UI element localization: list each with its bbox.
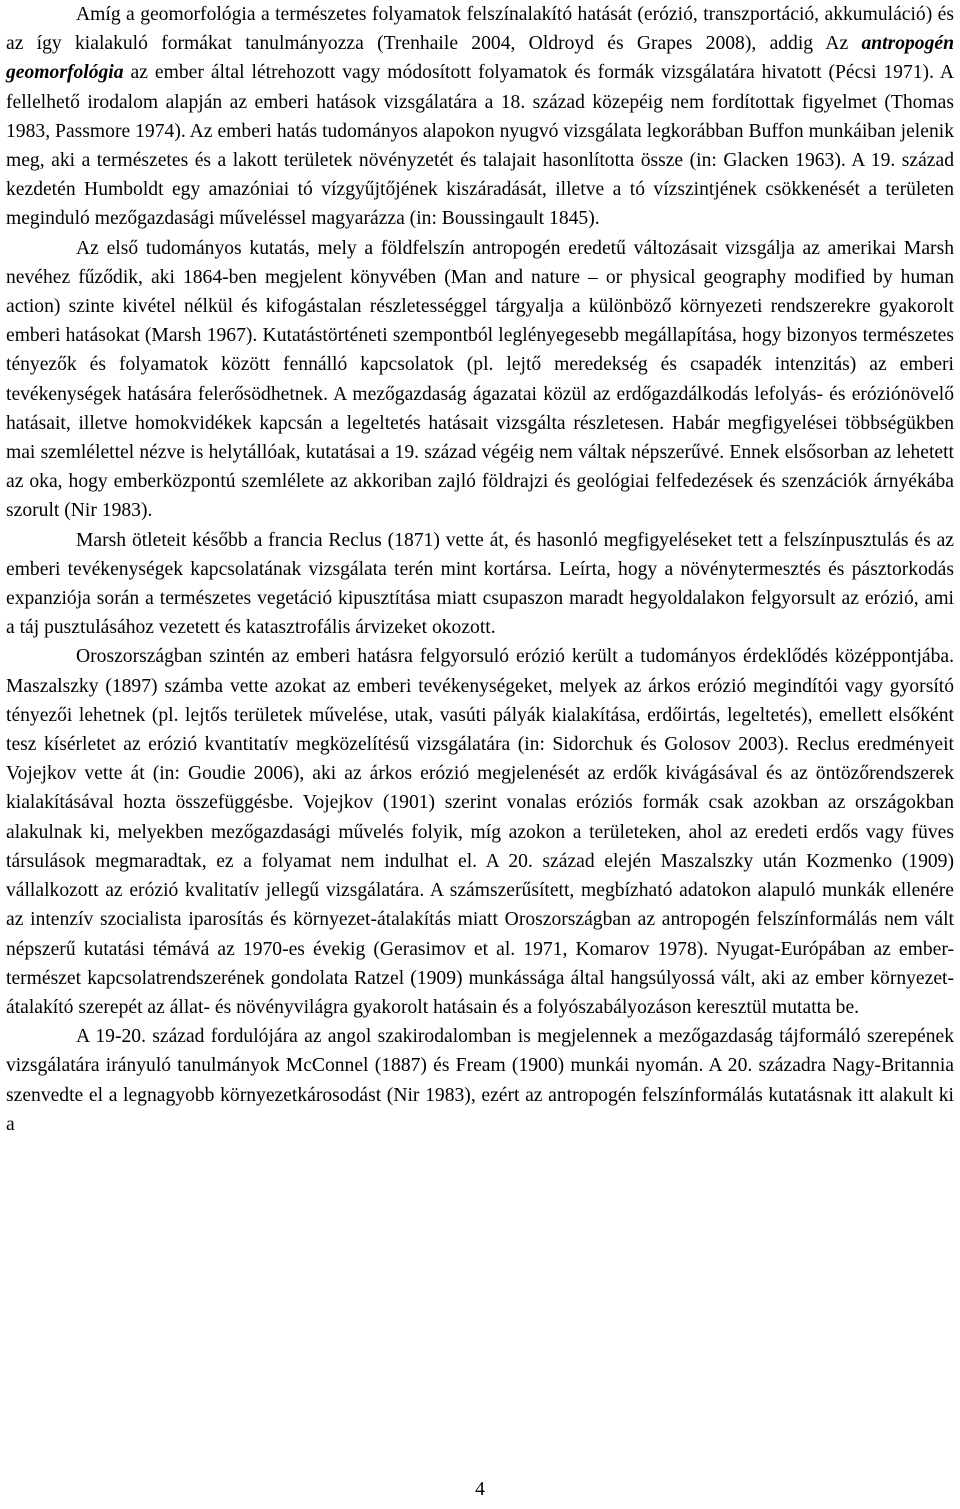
paragraph-2 xyxy=(6,234,954,526)
paragraph-5 xyxy=(6,1022,954,1139)
paragraph-2-text: Az első tudományos kutatás, mely a földfelszín antropogén eredetű változásait vizsgálja az amerikai Marsh nevéhez fűződik, aki 1864-ben megjelent könyvében (Man and nature – or physical geography modified by human action) szinte kivétel nélkül és kifogástalan részletességgel tárgyalja a különböző környezeti rendszerekre gyakorolt emberi hatásokat (Marsh 1967). Kutatástörténeti szempontból leglényegesebb megállapítása, hogy bizonyos természetes tényezők és folyamatok között fennálló kapcsolatok (pl. lejtő meredekség és csapadék intenzitás) az emberi tevékenységek hatására felerősödhetnek. A mezőgazdaság ágazatai közül az erdőgazdálkodás lefolyás- és eróziónövelő hatásait, illetve homokvidékek kapcsán a legeltetés hatásait vizsgálta részletesen. Habár megfigyelései többségükben mai szemlélettel nézve is helytállóak, kutatásai a 19. század végéig nem váltak népszerűvé. Ennek elsősorban az lehetett az oka, hogy emberközpontú szemlélete az akkoriban zajló földrajzi és geológiai felfedezések és szenzációk árnyékába szorult (Nir 1983). xyxy=(6,237,954,522)
page-number: 4 xyxy=(475,1479,485,1500)
paragraph-5-text: A 19-20. század fordulójára az angol szakirodalomban is megjelennek a mezőgazdaság tájformáló szerepének vizsgálatára irányuló tanulmányok McConnel (1887) és Fream (1900) munkái nyomán. A 20. századra Nagy-Britannia szenvedte el a legnagyobb környezetkárosodást (Nir 1983), ezért az antropogén felszínformálás kutatásnak itt alakult ki a xyxy=(6,1026,954,1135)
paragraph-4 xyxy=(6,642,954,1022)
paragraph-4-text: Oroszországban szintén az emberi hatásra felgyorsuló erózió került a tudományos érdeklődés középpontjába. Maszalszky (1897) számba vette azokat az emberi tevékenységeket, melyek az árkos erózió megindítói vagy gyorsító tényezői lehetnek (pl. lejtős területek művelése, utak, vasúti pályák kialakítása, erdőirtás, legeltetés), emellett elsőként tesz kísérletet az erózió kvantitatív megközelítésű vizsgálatára (in: Sidorchuk és Golosov 2003). Reclus eredményeit Vojejkov vette át (in: Goudie 2006), aki az árkos erózió megjelenését az erdők kivágásával és az öntözőrendszerek kialakításával hozta összefüggésbe. Vojejkov (1901) szerint vonalas eróziós formák csak azokban az országokban alakulnak ki, melyekben mezőgazdasági művelés folyik, míg azokon a területeken, ahol az eredeti erdős vagy füves társulások megmaradtak, ez a folyamat nem indulhat el. A 20. század elején Maszalszky után Kozmenko (1909) vállalkozott az erózió kvalitatív jellegű vizsgálatára. A számszerűsített, megbízható adatokon alapuló munkák ellenére az intenzív szocialista iparosítás és környezet-átalakítás miatt Oroszországban az antropogén felszínformálás nem vált népszerű kutatási témává az 1970-es évekig (Gerasimov et al. 1971, Komarov 1978). Nyugat-Európában az ember-természet kapcsolatrendszerének gondolata Ratzel (1909) munkássága által hangsúlyossá vált, aki az ember környezet-átalakító szerepét az állat- és növényvilágra gyakorolt hatásain és a folyószabályozáson keresztül mutatta be. xyxy=(6,646,954,1018)
paragraph-3-text: Marsh ötleteit később a francia Reclus (1871) vette át, és hasonló megfigyeléseket tett a felszínpusztulás és az emberi tevékenységek kapcsolatának vizsgálata terén mint kortársa. Leírta, hogy a növénytermesztés és pásztorkodás expanziója során a természetes vegetáció kipusztítása miatt csupaszon maradt hegyoldalakon felgyorsult az erózió, ami a táj pusztulásához vezetett és katasztrofális árvizeket okozott. xyxy=(6,529,954,639)
paragraph-1-emphasis: antropogén geomorfológia xyxy=(6,33,954,84)
paragraph-1-text-b: az ember által létrehozott vagy módosított folyamatok és formák vizsgálatára hivatott (Pécsi 1971). A fellelhető irodalom alapján az emberi hatások vizsgálatára a 18. század közepéig nem fordítottak figyelmet (Thomas 1983, Passmore 1974). Az emberi hatás tudományos alapokon nyugvó vizsgálata legkorábban Buffon munkáiban jelenik meg, aki a természetes és a lakott területek növényzetét és talajait hasonlította össze (in: Glacken 1963). A 19. század kezdetén Humboldt egy amazóniai tó vízgyűjtőjének kiszáradását, illetve a tó vízszintjének csökkenését a területen meginduló mezőgazdasági műveléssel magyarázza (in: Boussingault 1845). xyxy=(6,62,954,230)
paragraph-1 xyxy=(6,0,954,234)
paragraph-1-text-a: Amíg a geomorfológia a természetes folyamatok felszínalakító hatását (erózió, transzportáció, akkumuláció) és az így kialakuló formákat tanulmányozza (Trenhaile 2004, Oldroyd és Grapes 2008), addig Az xyxy=(6,4,954,55)
paragraph-3 xyxy=(6,526,954,643)
document-page xyxy=(6,0,954,1139)
